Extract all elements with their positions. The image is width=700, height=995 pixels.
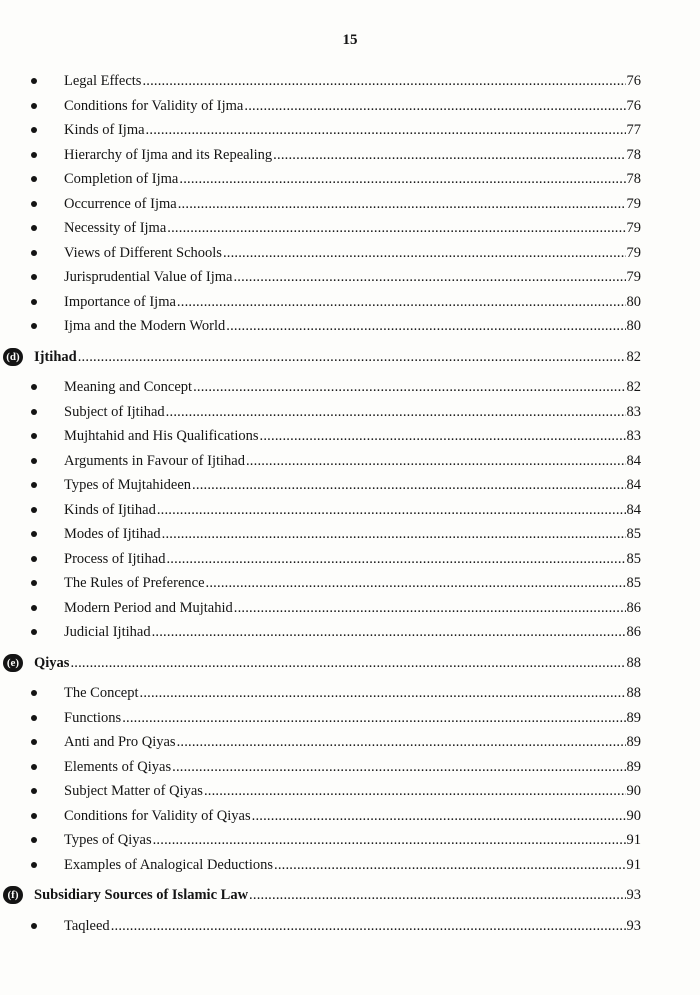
dot-leader — [153, 829, 626, 851]
entry-title: The Concept — [64, 685, 139, 701]
bullet-icon — [31, 127, 37, 133]
entry-page: 91 — [626, 832, 641, 848]
entry-page: 89 — [626, 758, 641, 775]
entry-title: Importance of Ijma — [64, 293, 176, 310]
dot-leader — [152, 621, 626, 643]
dot-leader — [166, 401, 626, 423]
dot-leader — [178, 193, 626, 215]
entry-page: 82 — [626, 348, 641, 365]
entry-title: Modern Period and Mujtahid — [64, 599, 233, 616]
section-marker: (d) — [3, 348, 23, 366]
bullet-icon — [31, 605, 37, 611]
entry-title: Taqleed — [64, 917, 110, 934]
entry-page: 78 — [626, 146, 641, 163]
dot-leader — [142, 70, 625, 92]
dot-leader — [146, 119, 626, 141]
bullet-icon — [31, 103, 37, 109]
entry-page: 86 — [626, 599, 641, 616]
entry-title: The Rules of Preference — [64, 575, 205, 591]
dot-leader — [274, 854, 626, 876]
dot-leader — [162, 523, 626, 545]
dot-leader — [172, 756, 625, 778]
toc-entry — [0, 572, 700, 594]
entry-page: 85 — [626, 550, 641, 567]
toc-entry — [0, 266, 700, 288]
entry-page: 83 — [626, 403, 641, 420]
entry-title: Ijtihad — [34, 348, 77, 365]
dot-leader — [206, 572, 626, 594]
bullet-icon — [31, 715, 37, 721]
toc-entry — [0, 217, 700, 239]
toc-entry — [0, 315, 700, 337]
entry-title: Subject Matter of Qiyas — [64, 783, 203, 799]
entry-title: Necessity of Ijma — [64, 220, 167, 236]
toc-entry — [0, 168, 700, 190]
bullet-icon — [31, 225, 37, 231]
entry-title: Completion of Ijma — [64, 171, 179, 187]
bullet-icon — [31, 274, 37, 280]
entry-title: Conditions for Validity of Ijma — [64, 97, 244, 114]
bullet-icon — [31, 531, 37, 537]
dot-leader — [157, 499, 626, 521]
bullet-icon — [31, 507, 37, 513]
bullet-icon — [31, 739, 37, 745]
entry-title: Mujhtahid and His Qualifications — [64, 428, 259, 444]
dot-leader — [244, 95, 625, 117]
bullet-icon — [31, 923, 37, 929]
bullet-icon — [31, 482, 37, 488]
entry-page: 86 — [626, 624, 641, 640]
entry-title: Arguments in Favour of Ijtihad — [64, 452, 245, 469]
bullet-icon — [31, 764, 37, 770]
entry-title: Types of Mujtahideen — [64, 477, 192, 493]
dot-leader — [177, 731, 626, 753]
entry-page: 79 — [626, 195, 641, 212]
bullet-icon — [31, 690, 37, 696]
toc-entry — [0, 119, 700, 141]
entry-page: 77 — [626, 122, 641, 138]
entry-page: 89 — [626, 734, 641, 750]
toc-entry — [0, 829, 700, 851]
entry-page: 83 — [626, 428, 641, 444]
bullet-icon — [31, 152, 37, 158]
toc-entry — [0, 376, 700, 398]
toc-section — [0, 652, 700, 674]
toc-entry — [0, 95, 700, 117]
entry-page: 84 — [626, 477, 641, 493]
entry-title: Meaning and Concept — [64, 379, 193, 395]
entry-title: Conditions for Validity of Qiyas — [64, 807, 251, 824]
dot-leader — [78, 346, 626, 368]
entry-page: 79 — [626, 269, 641, 285]
dot-leader — [234, 597, 626, 619]
entry-title: Jurisprudential Value of Ijma — [64, 269, 233, 285]
dot-leader — [260, 425, 626, 447]
toc-entry — [0, 731, 700, 753]
entry-page: 91 — [626, 856, 641, 873]
page-number: 15 — [342, 32, 358, 48]
bullet-icon — [31, 384, 37, 390]
toc-entry — [0, 780, 700, 802]
bullet-icon — [31, 78, 37, 84]
entry-page: 88 — [626, 654, 641, 671]
section-marker: (e) — [3, 654, 23, 672]
entry-title: Judicial Ijtihad — [64, 624, 151, 640]
toc-entry — [0, 548, 700, 570]
dot-leader — [273, 144, 625, 166]
entry-title: Examples of Analogical Deductions — [64, 856, 273, 873]
dot-leader — [70, 652, 625, 674]
toc-entry — [0, 756, 700, 778]
entry-page: 93 — [626, 887, 641, 903]
toc-entry — [0, 854, 700, 876]
dot-leader — [193, 376, 625, 398]
toc-entry — [0, 499, 700, 521]
entry-title: Elements of Qiyas — [64, 758, 172, 775]
entry-page: 85 — [626, 575, 641, 591]
dot-leader — [140, 682, 626, 704]
bullet-icon — [31, 323, 37, 329]
toc-entry — [0, 474, 700, 496]
dot-leader — [223, 242, 626, 264]
entry-page: 78 — [626, 171, 641, 187]
entry-title: Occurrence of Ijma — [64, 195, 177, 212]
toc-entry — [0, 682, 700, 704]
entry-title: Hierarchy of Ijma and its Repealing — [64, 146, 273, 163]
entry-page: 79 — [626, 220, 641, 236]
entry-page: 90 — [626, 783, 641, 799]
toc-entry — [0, 805, 700, 827]
entry-page: 76 — [626, 97, 641, 114]
entry-page: 90 — [626, 807, 641, 824]
toc-entry — [0, 597, 700, 619]
entry-page: 84 — [626, 501, 641, 518]
toc-section — [0, 346, 700, 368]
toc-section — [0, 884, 700, 906]
entry-title: Legal Effects — [64, 73, 142, 89]
dot-leader — [177, 291, 626, 313]
toc-entry — [0, 707, 700, 729]
dot-leader — [192, 474, 625, 496]
toc-entry — [0, 291, 700, 313]
entry-title: Anti and Pro Qiyas — [64, 734, 176, 750]
bullet-icon — [31, 299, 37, 305]
toc-entry — [0, 425, 700, 447]
entry-title: Ijma and the Modern World — [64, 318, 226, 334]
entry-title: Modes of Ijtihad — [64, 526, 161, 542]
entry-page: 89 — [626, 709, 641, 726]
bullet-icon — [31, 201, 37, 207]
bullet-icon — [31, 458, 37, 464]
dot-leader — [226, 315, 625, 337]
entry-page: 93 — [626, 917, 641, 934]
bullet-icon — [31, 629, 37, 635]
dot-leader — [167, 217, 625, 239]
dot-leader — [249, 884, 625, 906]
entry-title: Subsidiary Sources of Islamic Law — [34, 887, 249, 903]
toc-entry — [0, 70, 700, 92]
bullet-icon — [31, 556, 37, 562]
toc-entry — [0, 523, 700, 545]
dot-leader — [122, 707, 625, 729]
bullet-icon — [31, 862, 37, 868]
dot-leader — [204, 780, 626, 802]
bullet-icon — [31, 433, 37, 439]
entry-title: Functions — [64, 709, 122, 726]
entry-page: 84 — [626, 452, 641, 469]
entry-page: 80 — [626, 293, 641, 310]
bullet-icon — [31, 176, 37, 182]
entry-title: Subject of Ijtihad — [64, 403, 165, 420]
entry-page: 79 — [626, 244, 641, 261]
entry-title: Process of Ijtihad — [64, 550, 166, 567]
toc-entry — [0, 915, 700, 937]
entry-title: Types of Qiyas — [64, 832, 152, 848]
entry-page: 88 — [626, 685, 641, 701]
entry-page: 76 — [626, 73, 641, 89]
dot-leader — [111, 915, 626, 937]
toc-entry — [0, 401, 700, 423]
dot-leader — [179, 168, 625, 190]
entry-title: Kinds of Ijtihad — [64, 501, 156, 518]
entry-title: Qiyas — [34, 654, 70, 671]
dot-leader — [246, 450, 626, 472]
toc-entry — [0, 450, 700, 472]
toc-entry — [0, 242, 700, 264]
dot-leader — [233, 266, 625, 288]
entry-page: 82 — [626, 379, 641, 395]
dot-leader — [166, 548, 625, 570]
toc-entry — [0, 621, 700, 643]
entry-page: 85 — [626, 526, 641, 542]
bullet-icon — [31, 813, 37, 819]
bullet-icon — [31, 580, 37, 586]
section-marker: (f) — [3, 886, 23, 904]
bullet-icon — [31, 250, 37, 256]
dot-leader — [252, 805, 626, 827]
entry-title: Views of Different Schools — [64, 244, 222, 261]
bullet-icon — [31, 837, 37, 843]
entry-title: Kinds of Ijma — [64, 122, 145, 138]
toc-entry — [0, 144, 700, 166]
bullet-icon — [31, 409, 37, 415]
toc-entry — [0, 193, 700, 215]
bullet-icon — [31, 788, 37, 794]
entry-page: 80 — [626, 318, 641, 334]
